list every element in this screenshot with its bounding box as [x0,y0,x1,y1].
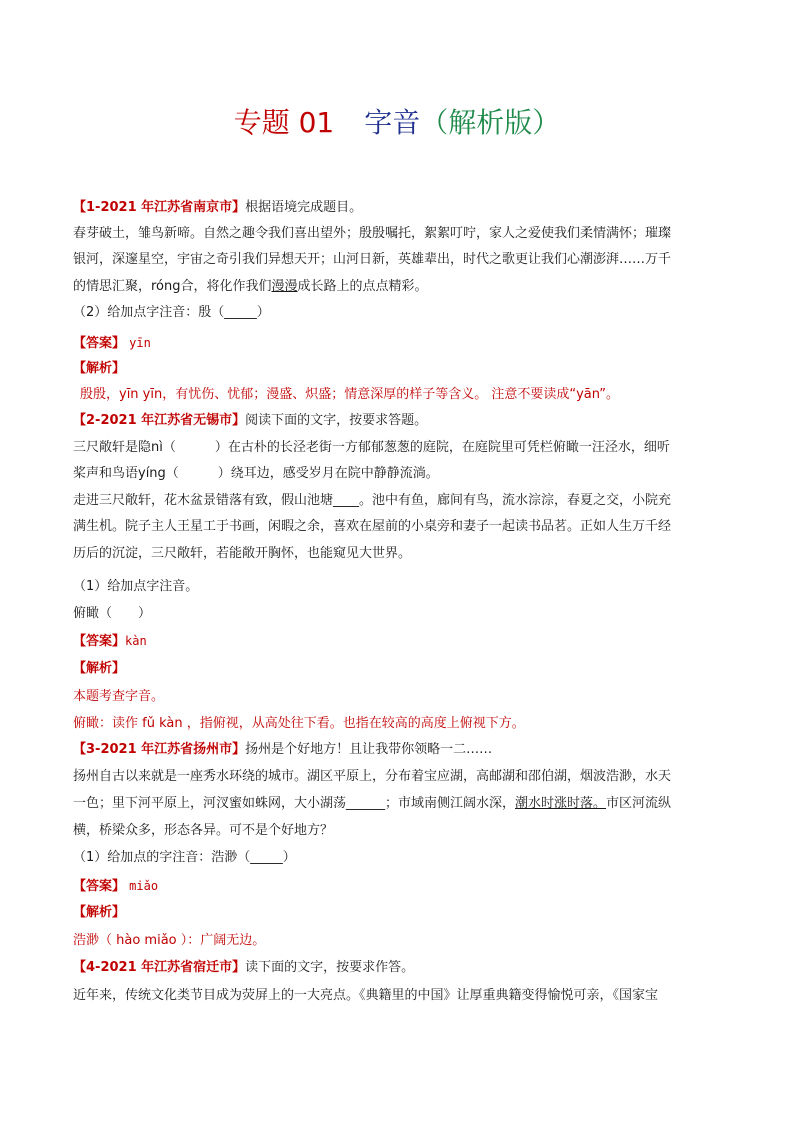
q3-passage-text-end: 市区河流纵 [606,796,672,811]
q3-answer [73,877,158,896]
q1-subquestion: （2）给加点字注音：殷（_____） [73,305,270,320]
q3-heading [73,741,492,759]
answer-text: kàn [125,634,147,648]
q1-explanation-label [73,360,125,378]
q3-passage-line-3: 横，桥梁众多，形态各异。可不是个好地方？ [73,823,334,838]
answer-label: 【答案】 [73,336,126,351]
q3-passage-text: 一色；里下河平原上，河汊蜜如蛛网，大小湖荡______；市域南侧江阔水深， [73,796,516,811]
q3-passage-line-2 [73,795,671,813]
explanation-label: 【解析】 [73,905,126,920]
q2-source: 【2-2021 年江苏省无锡市】 [73,413,246,428]
q1-underlined-word: 漫漫 [271,279,298,294]
q4-heading [73,959,414,977]
q2-passage-line-4: 满生机。院子主人王星工于书画，闲暇之余，喜欢在屋前的小桌旁和妻子一起读书品茗。正如人生万千经 [73,519,672,534]
q1-answer [73,334,151,353]
q2-passage-line-5: 历后的沉淀，三尺敞轩，若能敞开胸怀，也能窥见大世界。 [73,546,412,561]
title-subject: 字音 [364,106,421,139]
q4-source: 【4-2021 年江苏省宿迁市】 [73,960,246,975]
q1-explanation: 殷殷，yīn yīn，有忧伤、忧郁；漫盛、炽盛；情意深厚的样子等含义。 注意不要读成“yān”。 [80,387,620,402]
answer-text: yīn [129,336,151,350]
q3-explanation-label [73,904,125,922]
explanation-label: 【解析】 [73,661,126,676]
title-version: （解析版） [420,106,561,139]
q2-passage-line-1: 三尺敞轩是隐nì（ ）在古朴的长泾老街一方郁郁葱葱的庭院，在庭院里可凭栏俯瞰一汪泾水，细听 [73,440,670,455]
q3-passage-line-1: 扬州自古以来就是一座秀水环绕的城市。湖区平原上，分布着宝应湖，高邮湖和邵伯湖，烟波浩渺，水天 [73,769,672,784]
q3-instruction: 扬州是个好地方！且让我带你领略一二…… [245,742,493,757]
q4-instruction: 读下面的文字，按要求作答。 [245,960,415,975]
q2-answer [73,632,147,651]
page-title [0,103,794,143]
q3-subquestion: （1）给加点的字注音：浩渺（_____） [73,850,296,865]
q2-explanation-label [73,660,125,678]
q3-source: 【3-2021 年江苏省扬州市】 [73,742,246,757]
q3-explanation: 浩渺（ hào miǎo ）：广阔无边。 [73,933,266,948]
q2-instruction: 阅读下面的文字，按要求答题。 [245,413,428,428]
answer-text: miǎo [129,879,159,893]
title-topic-number: 专题 01 [233,106,335,139]
answer-label: 【答案】 [73,634,126,649]
q1-passage-text: 的情思汇聚，róng合，将化作我们 [73,279,272,294]
answer-label: 【答案】 [73,879,126,894]
q1-passage-line-2: 银河，深邃星空，宇宙之奇引我们异想天开；山河日新，英雄辈出，时代之歌更让我们心潮澎湃……万千 [73,252,672,267]
q1-passage-line-3 [73,278,428,296]
q1-passage-text-end: 成长路上的点点精彩。 [297,279,428,294]
q2-passage-line-2: 桨声和鸟语yíng（ ）绕耳边，感受岁月在院中静静流淌。 [73,466,439,481]
q4-passage-line-1: 近年来，传统文化类节目成为荧屏上的一大亮点。《典籍里的中国》让厚重典籍变得愉悦可亲，《国家宝 [73,988,659,1003]
q2-explanation-line-2: 俯瞰：读作 fǔ kàn ，指俯视，从高处往下看。也指在较高的高度上俯视下方。 [73,716,525,731]
q1-heading [73,199,362,217]
q3-underlined-phrase: 潮水时涨时落。 [515,796,607,811]
q2-heading [73,412,427,430]
explanation-label: 【解析】 [73,361,126,376]
q2-word: 俯瞰（ ） [73,606,152,621]
q1-passage-line-1: 春芽破土，雏鸟新啼。自然之趣令我们喜出望外；殷殷嘱托，絮絮叮咛，家人之爱使我们柔情满怀；璀璨 [73,226,672,241]
q1-source: 【1-2021 年江苏省南京市】 [73,200,246,215]
q2-subquestion: （1）给加点字注音。 [73,579,199,594]
q1-instruction: 根据语境完成题目。 [245,200,363,215]
q2-passage-line-3: 走进三尺敞轩，花木盆景错落有致，假山池塘____。池中有鱼，廊间有鸟，流水淙淙，春夏之交，小院充 [73,493,672,508]
q2-explanation-line-1: 本题考查字音。 [73,689,165,704]
